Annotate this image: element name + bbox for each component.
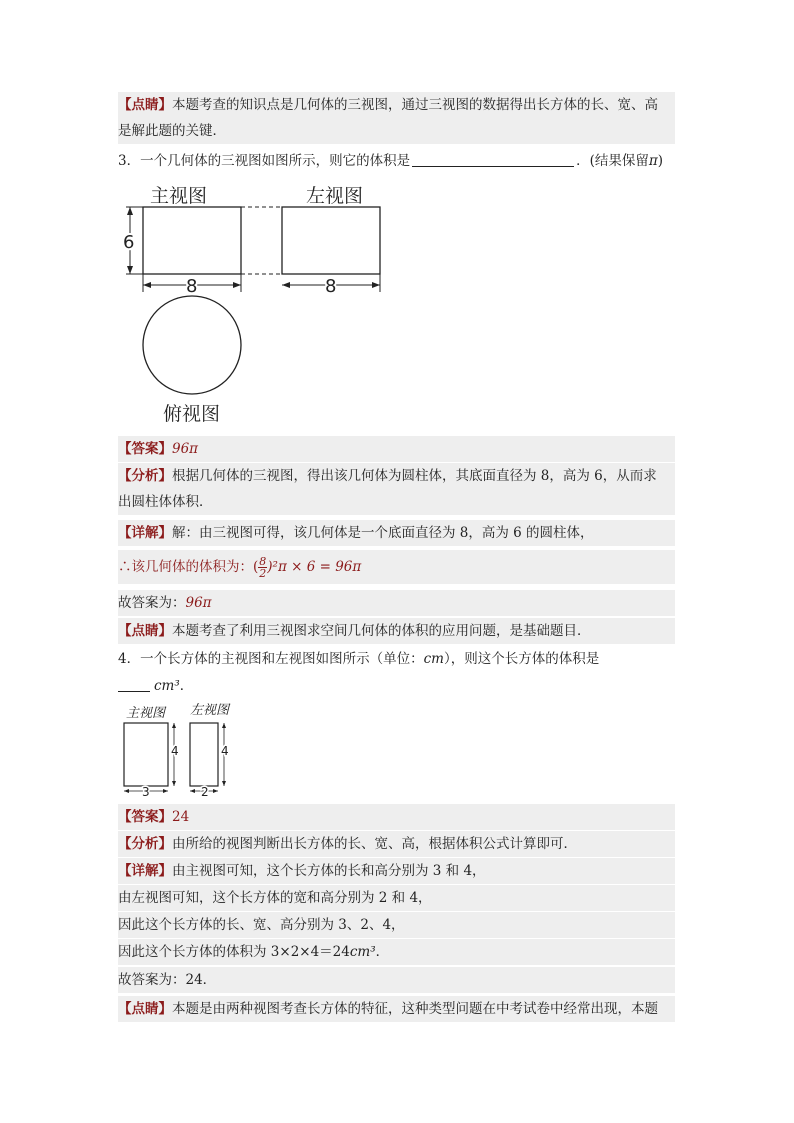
q3-answer-value: 96π [172, 441, 199, 457]
comment-tag: 【点睛】 [118, 623, 172, 639]
q4-detail-line-4 [118, 939, 675, 965]
q4-final-line [118, 967, 675, 993]
q4-final-text: 故答案为：24． [118, 972, 217, 988]
q3-formula-suffix: )²π × 6 = 96π [267, 559, 362, 575]
q4-answer-line [118, 804, 675, 830]
prev-comment-text-2: 是解此题的关键． [118, 123, 226, 139]
prev-comment-line-2 [118, 118, 675, 144]
q3-side-view-label: 左视图 [306, 185, 364, 207]
answer-tag: 【答案】 [118, 809, 172, 825]
q3-side-view-rect [282, 207, 380, 274]
q3-number: 3． [118, 153, 141, 169]
q3-comment-text: 本题考查了利用三视图求空间几何体的体积的应用问题，是基础题目． [172, 623, 591, 639]
q3-formula-prefix: ∴该几何体的体积为：( [118, 559, 259, 575]
q4-detail-end: ． [375, 944, 390, 960]
q4-side-view-label: 左视图 [190, 703, 230, 718]
q4-blank-end: ． [179, 678, 194, 694]
analysis-tag: 【分析】 [118, 836, 172, 852]
q4-detail-text-1: 由主视图可知，这个长方体的长和高分别为 3 和 4， [172, 863, 486, 879]
q3-close: ) [657, 153, 664, 169]
q4-detail-text-2: 由左视图可知，这个长方体的宽和高分别为 2 和 4， [118, 890, 432, 906]
q3-analysis-line-2 [118, 489, 675, 515]
q3-answer-blank [412, 152, 574, 167]
q3-formula-line [118, 550, 675, 584]
q3-final-value: 96π [185, 595, 212, 611]
q3-comment-line [118, 618, 675, 644]
q3-answer-line [118, 436, 675, 462]
q4-number: 4． [118, 651, 141, 667]
detail-tag: 【详解】 [118, 525, 172, 541]
q3-formula-den: 2 [259, 567, 267, 580]
q3-final-line [118, 590, 675, 616]
q3-front-view-label: 主视图 [150, 185, 208, 207]
comment-tag: 【点睛】 [118, 1001, 172, 1017]
q4-blank-line [118, 673, 675, 699]
q3-question [118, 148, 675, 174]
comment-tag: 【点睛】 [118, 97, 172, 113]
q4-detail-unit: cm³ [349, 944, 376, 960]
q3-front-width-label: 8 [186, 276, 198, 297]
q3-top-view-circle [143, 296, 241, 394]
q4-detail-line-1 [118, 858, 675, 884]
q4-unit: cm [423, 651, 444, 667]
analysis-tag: 【分析】 [118, 468, 172, 484]
q4-detail-text-4: 因此这个长方体的体积为 3×2×4＝24 [118, 944, 350, 960]
q3-formula-num: 8 [259, 555, 267, 568]
q4-front-view-label: 主视图 [126, 706, 166, 721]
q4-detail-line-2 [118, 885, 675, 911]
prev-comment-line-1 [118, 92, 675, 118]
q3-detail-text-1: 解：由三视图可得，该几何体是一个底面直径为 8，高为 6 的圆柱体， [172, 525, 594, 541]
q4-question [118, 646, 675, 672]
q4-analysis-line [118, 831, 675, 857]
q4-side-view-rect [190, 723, 218, 786]
q3-analysis-text-1: 根据几何体的三视图，得出该几何体为圆柱体，其底面直径为 8，高为 6，从而求 [172, 468, 657, 484]
q3-detail-line-1 [118, 520, 675, 546]
q3-side-width-label: 8 [325, 276, 337, 297]
prev-comment-text-1: 本题考查的知识点是几何体的三视图，通过三视图的数据得出长方体的长、宽、高 [172, 97, 658, 113]
q4-answer-blank [118, 677, 150, 692]
q4-side-width-label: 2 [201, 785, 209, 799]
answer-tag: 【答案】 [118, 441, 172, 457]
detail-tag: 【详解】 [118, 863, 172, 879]
q3-formula-fraction [258, 556, 267, 579]
q4-front-view-rect [124, 723, 168, 786]
q4-comment-text: 本题是由两种视图考查长方体的特征，这种类型问题在中考试卷中经常出现，本题 [172, 1001, 658, 1017]
q4-answer-value: 24 [172, 809, 190, 825]
q4-question-text: 一个长方体的主视图和左视图如图所示（单位： [140, 651, 424, 667]
q4-two-view-figure [118, 700, 248, 800]
q3-height-label: 6 [123, 232, 135, 253]
q4-detail-line-3 [118, 912, 675, 938]
q4-front-width-label: 3 [142, 785, 150, 799]
q4-question-end: ），则这个长方体的体积是 [443, 651, 600, 667]
q3-question-text: 一个几何体的三视图如图所示，则它的体积是 [140, 153, 411, 169]
q4-analysis-text: 由所给的视图判断出长方体的长、宽、高，根据体积公式计算即可． [172, 836, 577, 852]
q3-analysis-line-1 [118, 463, 675, 489]
q4-front-height-label: 4 [171, 744, 179, 758]
q3-pi: π [648, 153, 658, 169]
q3-top-view-label: 俯视图 [163, 403, 221, 425]
q3-question-end: ．(结果保留 [576, 153, 649, 169]
q4-detail-text-3: 因此这个长方体的长、宽、高分别为 3、2、4， [118, 917, 405, 933]
q3-analysis-text-2: 出圆柱体体积． [118, 494, 213, 510]
q3-final-prefix: 故答案为： [118, 595, 186, 611]
q4-side-height-label: 4 [221, 744, 229, 758]
q3-three-view-figure [118, 180, 398, 430]
q4-blank-unit: cm³ [154, 678, 180, 694]
q4-comment-line [118, 996, 675, 1022]
q3-front-view-rect [143, 207, 241, 274]
